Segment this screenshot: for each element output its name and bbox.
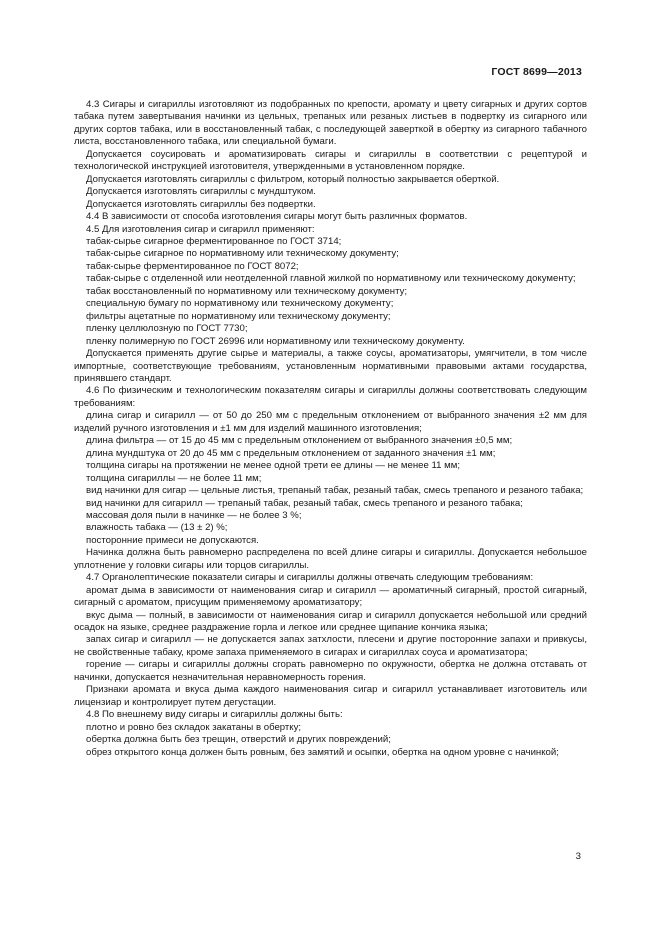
document-designation: ГОСТ 8699—2013 [491,66,582,78]
paragraph-4-6: 4.6 По физическим и технологическим показателям сигары и сигариллы должны соответствовать следующим требованиям: [74,385,587,409]
list-item: обрез открытого конца должен быть ровным, без замятий и осыпки, обертка на одном уровне с начинкой; [86,746,559,758]
list-item: табак восстановленный по нормативному или техническому документу; [86,285,408,297]
list-item: специальную бумагу по нормативному или техническому документу; [86,298,394,310]
list-item: запах сигар и сигарилл — не допускается запах затхлости, плесени и другие посторонние запахи и привкусы, не свойственные табаку, кроме запаха применяемого в сигарах и сигариллах соуса и ароматизатора; [74,634,587,658]
paragraph: Допускается изготовлять сигариллы без подвертки. [86,198,316,210]
list-item: фильтры ацетатные по нормативному или техническому документу; [86,310,391,322]
paragraph: Начинка должна быть равномерно распределена по всей длине сигары и сигариллы. Допускается небольшое уплотнение у головки сигары или торцов сигариллы. [74,547,587,571]
list-item: длина сигар и сигарилл — от 50 до 250 мм с предельным отклонением от выбранного значения ±2 мм для изделий ручного изготовления и ±1 мм для изделий машинного изготовления; [74,410,587,434]
paragraph: Допускается соусировать и ароматизировать сигары и сигариллы в соответствии с рецептурой и технологической инструкцией изготовителя, утвержденными в установленном порядке. [74,148,587,173]
paragraph: Допускается изготовлять сигариллы с мундштуком. [86,186,316,198]
list-item: табак-сырье сигарное по нормативному или техническому документу; [86,248,399,260]
list-item: горение — сигары и сигариллы должны сгорать равномерно по окружности, обертка не должна отставать от начинки, допускается незначительная неравномерность горения. [74,659,587,683]
list-item: посторонние примеси не допускаются. [86,534,259,546]
list-item: вид начинки для сигар — цельные листья, трепаный табак, резаный табак, смесь трепаного и резаного табака; [86,485,584,497]
list-item: табак-сырье ферментированное по ГОСТ 8072; [86,260,299,272]
list-item: толщина сигариллы — не более 11 мм; [86,472,262,484]
list-item: вид начинки для сигарилл — трепаный табак, резаный табак, смесь трепаного и резаного табака; [86,497,523,509]
paragraph-4-5: 4.5 Для изготовления сигар и сигарилл применяют: [86,223,315,235]
list-item: длина мундштука от 20 до 45 мм с предельным отклонением от заданного значения ±1 мм; [86,447,496,459]
list-item: аромат дыма в зависимости от наименования сигар и сигарилл — ароматичный сигарный, простой сигарный, сигарный с ароматом, присущим применяемому ароматизатору; [74,584,587,609]
paragraph-4-3: 4.3 Сигары и сигариллы изготовляют из подобранных по крепости, аромату и цвету сигарных и других сортов табака путем завертывания начинки из цельных, трепаных или резаных листьев в подвертку из сигарного или других сортов табака, или в восстановленный табак, с последующей заверткой в обертку из сигарного табачного листа, восстановленного табака, или специальной бумаги. [74,99,587,148]
list-item: плотно и ровно без складок закатаны в обертку; [86,721,302,733]
page-number: 3 [575,851,581,862]
list-item: влажность табака — (13 ± 2) %; [86,522,228,534]
document-body [74,99,587,759]
list-item: табак-сырье сигарное ферментированное по ГОСТ 3714; [86,235,342,247]
list-item: пленку полимерную по ГОСТ 26996 или нормативному или техническому документу. [86,335,465,347]
paragraph-4-8: 4.8 По внешнему виду сигары и сигариллы должны быть: [86,709,343,721]
list-item: толщина сигары на протяжении не менее одной трети ее длины — не менее 11 мм; [86,460,460,472]
list-item: пленку целлюлозную по ГОСТ 7730; [86,323,248,335]
paragraph-4-7: 4.7 Органолептические показатели сигары и сигариллы должны отвечать следующим требованиям: [86,572,534,584]
paragraph: Допускается применять другие сырье и материалы, а также соусы, ароматизаторы, умягчители, в том числе импортные, соответствующие требованиям, установленным нормативными правовыми актами государства, принявшего стандарт. [74,348,587,384]
list-item: вкус дыма — полный, в зависимости от наименования сигар и сигарилл допускается небольшой или средний осадок на языке, среднее раздражение горла и легкое или среднее щипание кончика языка; [74,609,587,634]
list-item: массовая доля пыли в начинке — не более 3 %; [86,509,302,521]
paragraph-4-4: 4.4 В зависимости от способа изготовления сигары могут быть различных форматов. [86,211,468,223]
list-item: длина фильтра — от 15 до 45 мм с предельным отклонением от выбранного значения ±0,5 мм; [86,435,513,447]
paragraph: Признаки аромата и вкуса дыма каждого наименования сигар и сигарилл устанавливает изготовитель или лицензиар и контролирует путем дегустации. [74,684,587,708]
list-item: табак-сырье с отделенной или неотделенной главной жилкой по нормативному или техническому документу; [86,273,576,285]
paragraph: Допускается изготовлять сигариллы с фильтром, который полностью закрывается оберткой. [86,173,500,185]
list-item: обертка должна быть без трещин, отверстий и других повреждений; [86,734,391,746]
